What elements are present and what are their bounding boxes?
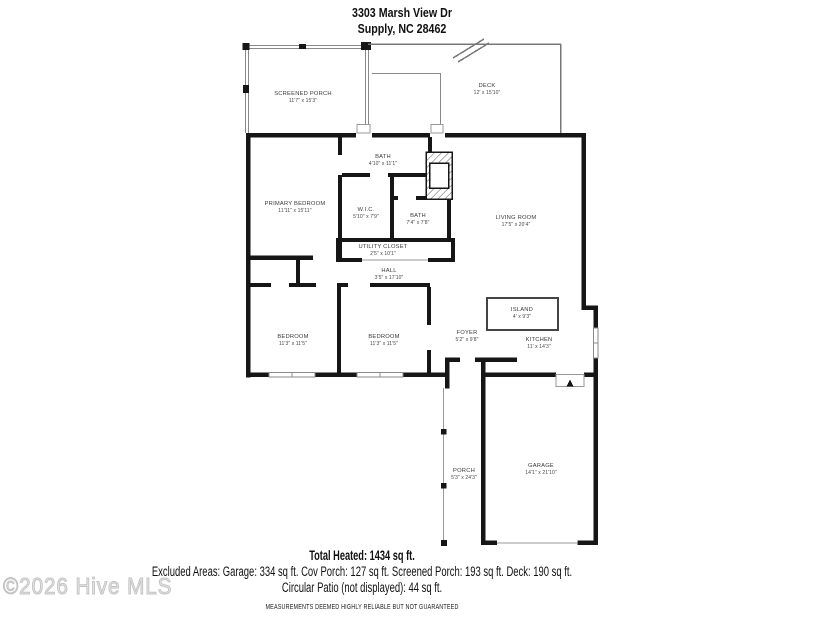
address-line-2: Supply, NC 28462	[357, 21, 447, 36]
screened-porch-walls	[245, 46, 369, 134]
room-label-porch: PORCH 5'3" x 24'3"	[451, 467, 477, 481]
door-leaves	[357, 125, 443, 134]
room-label-bedroom-middle: BEDROOM 11'3" x 11'5"	[368, 333, 400, 347]
room-label-utility-closet: UTILITY CLOSET 2'5" x 10'1"	[358, 243, 408, 257]
disclaimer-text: MEASUREMENTS DEEMED HIGHLY RELIABLE BUT NOT GUARANTEED	[265, 604, 459, 611]
room-label-island: ISLAND 4' x 9'3"	[510, 306, 534, 320]
room-label-deck: DECK 12' x 15'10"	[473, 82, 501, 96]
mls-watermark: ©2026 Hive MLS	[3, 573, 173, 599]
circular-patio-text: Circular Patio (not displayed): 44 sq ft.	[281, 580, 443, 595]
room-label-wic: W.I.C. 5'10" x 7'9"	[353, 206, 379, 220]
windows	[269, 328, 598, 377]
room-label-primary-bedroom: PRIMARY BEDROOM 11'11" x 15'11"	[264, 200, 326, 214]
room-label-kitchen: KITCHEN 11' x 14'3"	[525, 336, 553, 350]
room-label-bedroom-left: BEDROOM 11'3" x 11'5"	[277, 333, 309, 347]
fireplace	[426, 152, 452, 199]
room-label-screened-porch: SCREENED PORCH 11'7" x 15'3"	[274, 90, 332, 104]
entry-door	[556, 375, 584, 387]
room-label-foyer: FOYER 5'2" x 9'8"	[455, 329, 479, 343]
screened-porch-posts	[243, 42, 372, 93]
address-line-1: 3303 Marsh View Dr	[352, 5, 452, 20]
excluded-areas-text: Excluded Areas: Garage: 334 sq ft. Cov Porch: 127 sq ft. Screened Porch: 193 sq ft. Deck: 190 sq ft.	[151, 564, 573, 579]
front-porch	[441, 388, 447, 546]
room-label-bath-upper: BATH 4'10" x 11'1"	[368, 153, 398, 167]
room-label-living-room: LIVING ROOM 17'5" x 20'4"	[495, 214, 537, 228]
room-label-garage: GARAGE 14'1" x 21'10"	[525, 462, 557, 476]
total-heated-text: Total Heated: 1434 sq ft.	[309, 547, 415, 563]
deck-stairs	[453, 39, 489, 62]
room-label-hall: HALL 3'5" x 17'10"	[374, 267, 404, 281]
room-label-bath-lower: BATH 7'4" x 7'8"	[406, 212, 430, 226]
